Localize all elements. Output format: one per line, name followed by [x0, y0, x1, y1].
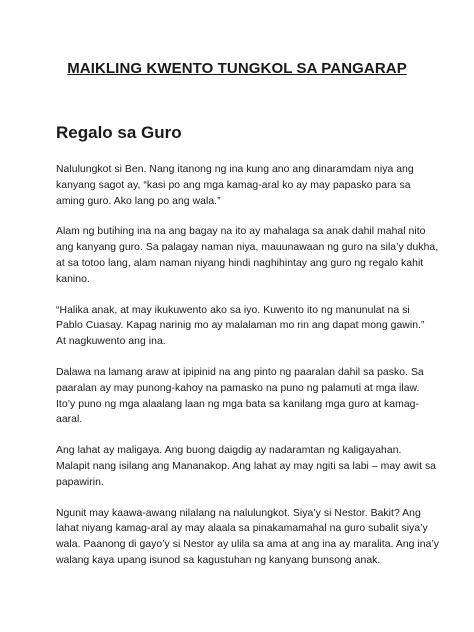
paragraph-line: Ang lahat ay maligaya. Ang buong daigdig ay nadaramtan ng kaligayahan.	[56, 445, 402, 457]
paragraph-line: Malapit nang isilang ang Mananakop. Ang lahat ay may ngiti sa labi – may awit sa	[56, 460, 437, 472]
paragraph-line: at sa totoo lang, alam naman niyang hindi naghihintay ang guro ng regalo kahit	[56, 257, 424, 269]
paragraph-line: lahat niyang kamag-aral ay may alaala sa pinakamamahal na guro subalit siya’y	[56, 523, 428, 535]
story-body	[56, 162, 440, 584]
story-paragraph	[56, 443, 437, 490]
story-paragraph	[56, 365, 424, 428]
paragraph-line: Ngunit may kaawa-awang nilalang na nalulungkot. Siya’y si Nestor. Bakit? Ang	[56, 507, 421, 519]
document-title: MAIKLING KWENTO TUNGKOL SA PANGARAP	[67, 60, 407, 77]
paragraph-line: ang kanyang guro. Sa palagay naman niya, mauunawaan ng guro na sila’y dukha,	[56, 242, 439, 254]
paragraph-line: kanino.	[56, 273, 90, 285]
paragraph-line: kanyang sagot ay, “kasi po ang mga kamag-aral ko ay may papasko para sa	[56, 179, 411, 191]
paragraph-line: walang kaya upang isunod sa kagustuhan ng kanyang bunsong anak.	[56, 554, 381, 566]
paragraph-line: aming guro. Ako lang po ang wala.”	[56, 195, 221, 207]
paragraph-line: Dalawa na lamang araw at ipipinid na ang pinto ng paaralan dahil sa pasko. Sa	[56, 366, 424, 378]
paragraph-line: At nagkuwento ang ina.	[56, 336, 166, 348]
paragraph-line: Ito’y puno ng mga alaalang laan ng mga bata sa kanilang mga guro at kamag-	[56, 398, 419, 410]
paragraph-line: aaral.	[56, 414, 83, 426]
story-title: Regalo sa Guro	[56, 123, 182, 142]
paragraph-line: Nalulungkot si Ben. Nang itanong ng ina kung ano ang dinaramdam niya ang	[56, 164, 414, 175]
paragraph-line: Alam ng butihing ina na ang bagay na ito ay mahalaga sa anak dahil mahal nito	[56, 226, 426, 238]
paragraph-line: “Halika anak, at may ikukuwento ako sa iyo. Kuwento ito ng manunulat na si	[56, 304, 410, 316]
paragraph-line: wala. Paanong di gayo’y si Nestor ay ulila sa ama at ang ina ay maralita. Ang ina’y	[56, 539, 440, 551]
story-paragraph	[56, 506, 440, 569]
paragraph-line: papawirin.	[56, 476, 104, 488]
story-paragraph	[56, 224, 439, 287]
paragraph-line: Pablo Cuasay. Kapag narinig mo ay malalaman mo rin ang dapat mong gawin.”	[56, 320, 425, 332]
story-paragraph	[56, 162, 418, 209]
paragraph-line: paaralan ay may punong-kahoy na pamasko na puno ng palamuti at mga ilaw.	[56, 382, 420, 394]
story-paragraph	[56, 303, 425, 350]
